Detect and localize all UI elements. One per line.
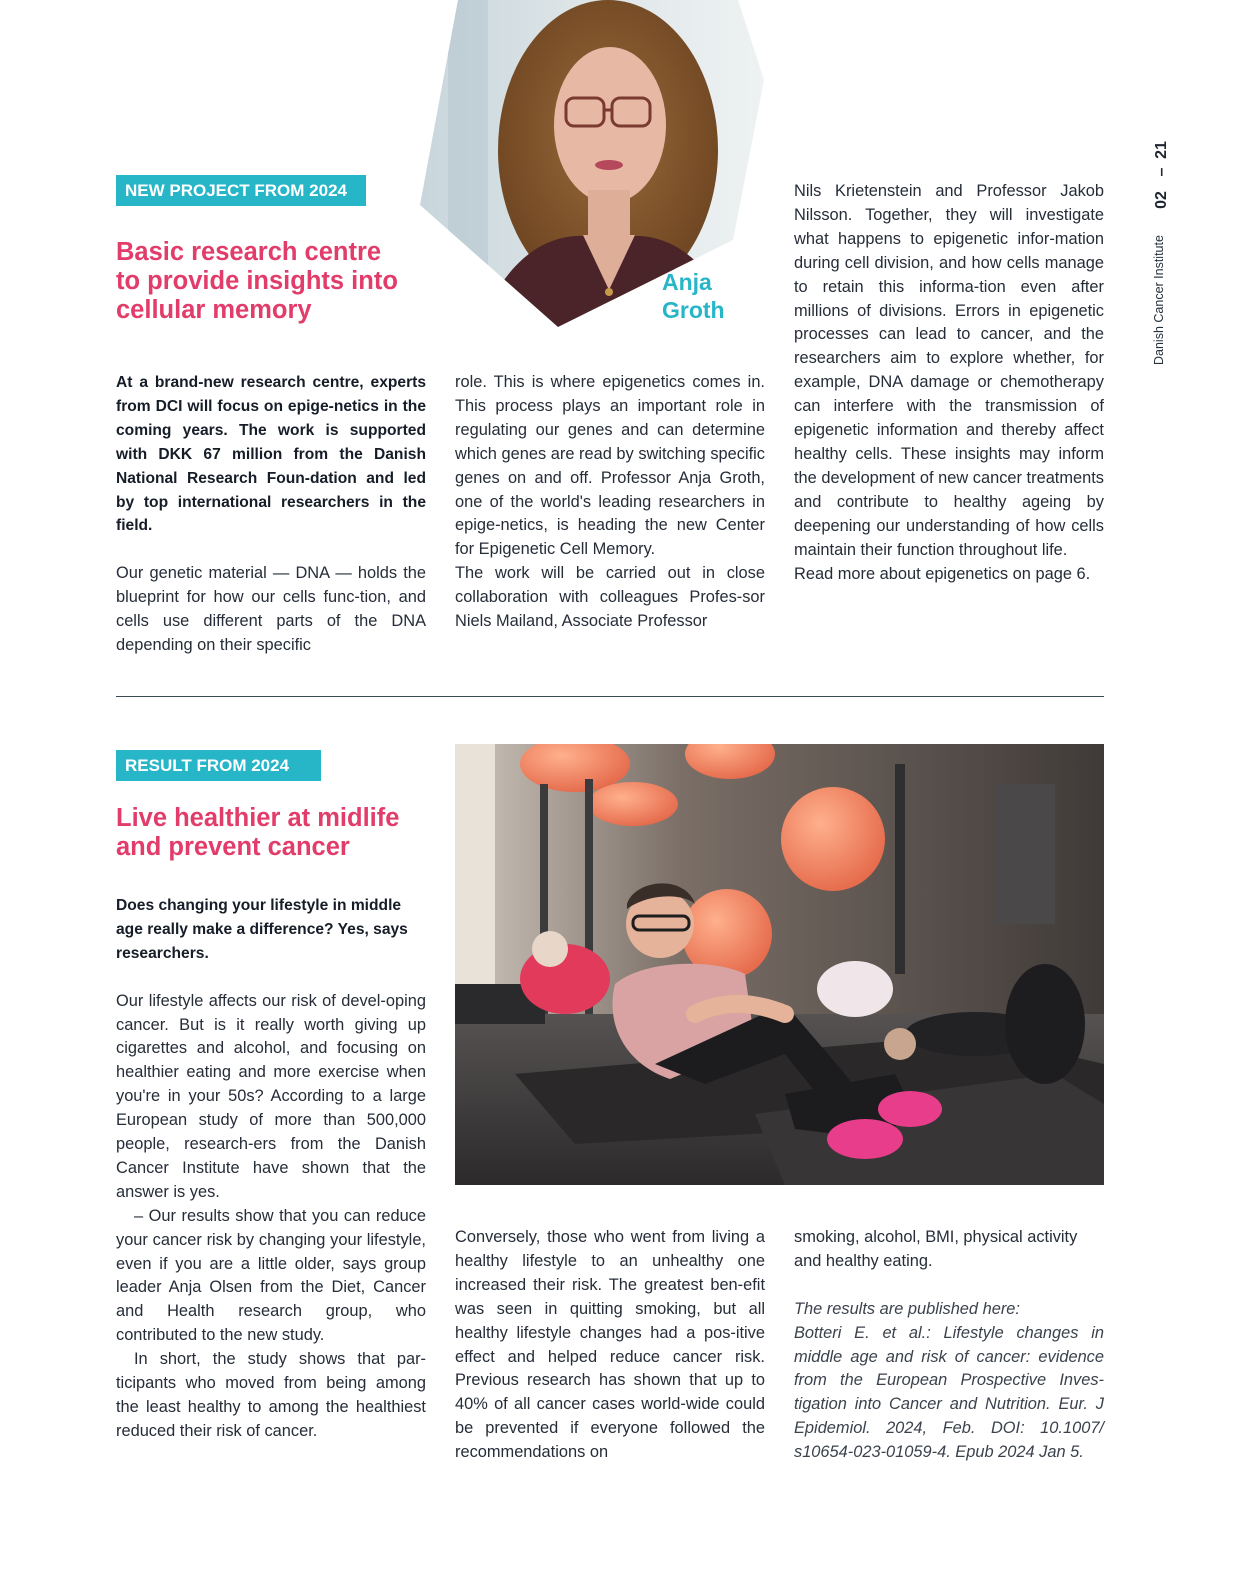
reference-citation: Botteri E. et al.: Lifestyle changes in middle age and risk of cancer: evidence from the European Prospective Inves-tigation into Cancer and Nutrition. Eur. J Epidemiol. 2024, Feb. DOI: 10.1007/ s10654-023-01059-4. Epub 2024 Jan 5. (794, 1323, 1104, 1462)
article2-paragraph: Conversely, those who went from living a healthy lifestyle to an unhealthy one increased their risk. The greatest ben-efit was seen in quitting smoking, but all healthy lifestyle changes had a pos-itive effect and helped reduce cancer risk. Previous research has shown that up to 40% of all cancer cases world-wide could be prevented if everyone followed the recommendations on (455, 1228, 765, 1462)
article2-lead: Does changing your lifestyle in middle age really make a difference? Yes, says researchers. (116, 897, 408, 962)
page-number-dash: – (1153, 167, 1170, 177)
article1-paragraph: Nils Krietenstein and Professor Jakob Nilsson. Together, they will investigate what happens to epigenetic infor-mation during cell division, and how cells manage to retain this informa-tion even after millions of divisions. Errors in epigenetic processes can lead to cancer, and the researchers aim to explore whether, for example, DNA damage or chemotherapy can interfere with the transmission of epigenetic information and thereby affect healthy cells. These insights may inform the development of new cancer treatments and contribute to healthy ageing by deepening our understanding of how cells maintain their function throughout life. (794, 182, 1104, 559)
page-number (1147, 140, 1177, 220)
article2-paragraph: – Our results show that you can reduce your cancer risk by changing your lifestyle, even if you are a little older, says group leader Anja Olsen from the Diet, Cancer and Health research group, who contributed to the new study. (116, 1206, 426, 1345)
headline-line: cellular memory (116, 296, 312, 324)
article1-body: Our genetic material — DNA — holds the blueprint for how our cells func-tion, and cells use different parts of the DNA depending on their specific (116, 564, 426, 654)
article1-paragraph: The work will be carried out in close collaboration with colleagues Profes-sor Niels Mailand, Associate Professor (455, 564, 765, 631)
headline-line: Basic research centre (116, 238, 382, 266)
headline-line: to provide insights into (116, 267, 398, 295)
portrait-photo (418, 0, 768, 330)
article1-column-1 (116, 371, 426, 658)
article2-paragraph: Our lifestyle affects our risk of devel-oping cancer. But is it really worth giving up cigarettes and alcohol, and focusing on healthier eating and more exercise when you're in your 50s? According to a large European study of more than 500,000 people, research-ers from the Danish Cancer Institute have shown that the answer is yes. (116, 991, 426, 1201)
article1-lead: At a brand-new research centre, experts from DCI will focus on epige-netics in the coming years. The work is supported with DKK 67 million from the Danish National Research Foun-dation and led by top international researchers in the field. (116, 374, 426, 535)
headline-line: and prevent cancer (116, 833, 350, 861)
new-project-badge: NEW PROJECT FROM 2024 (116, 175, 366, 206)
article1-paragraph: role. This is where epigenetics comes in. This process plays an important role in regulating our genes and can determine which genes are read by switching specific genes on and off. Professor Anja Groth, one of the world's leading researchers in epige-netics, is heading the new Center for Epigenetic Cell Memory. (455, 373, 765, 559)
headline-line: Live healthier at midlife (116, 804, 400, 832)
article2-column-3 (794, 1226, 1104, 1465)
reference-label: The results are published here: (794, 1299, 1020, 1318)
portrait-caption-line: Anja (662, 269, 712, 295)
article2-column-2 (455, 1226, 765, 1465)
article1-column-2 (455, 371, 765, 634)
result-badge: RESULT FROM 2024 (116, 750, 321, 781)
read-more-note: Read more about epigenetics on page 6. (794, 564, 1091, 583)
article2-paragraph: In short, the study shows that par-ticipants who moved from being among the least healthy to among the healthiest reduced their risk of cancer. (116, 1350, 426, 1440)
article1-headline (116, 238, 436, 325)
article1-column-3 (794, 180, 1104, 586)
article2-headline (116, 804, 446, 862)
page-number-right: 21 (1153, 141, 1170, 159)
section-divider (116, 696, 1104, 697)
portrait-caption-line: Groth (662, 297, 725, 323)
portrait-caption (662, 268, 725, 324)
article2-column-1 (116, 894, 426, 1444)
page-number-left: 02 (1153, 191, 1170, 209)
article2-paragraph: smoking, alcohol, BMI, physical activity and healthy eating. (794, 1228, 1078, 1270)
institute-label: Danish Cancer Institute (1152, 235, 1166, 365)
exercise-class-photo (455, 744, 1104, 1185)
